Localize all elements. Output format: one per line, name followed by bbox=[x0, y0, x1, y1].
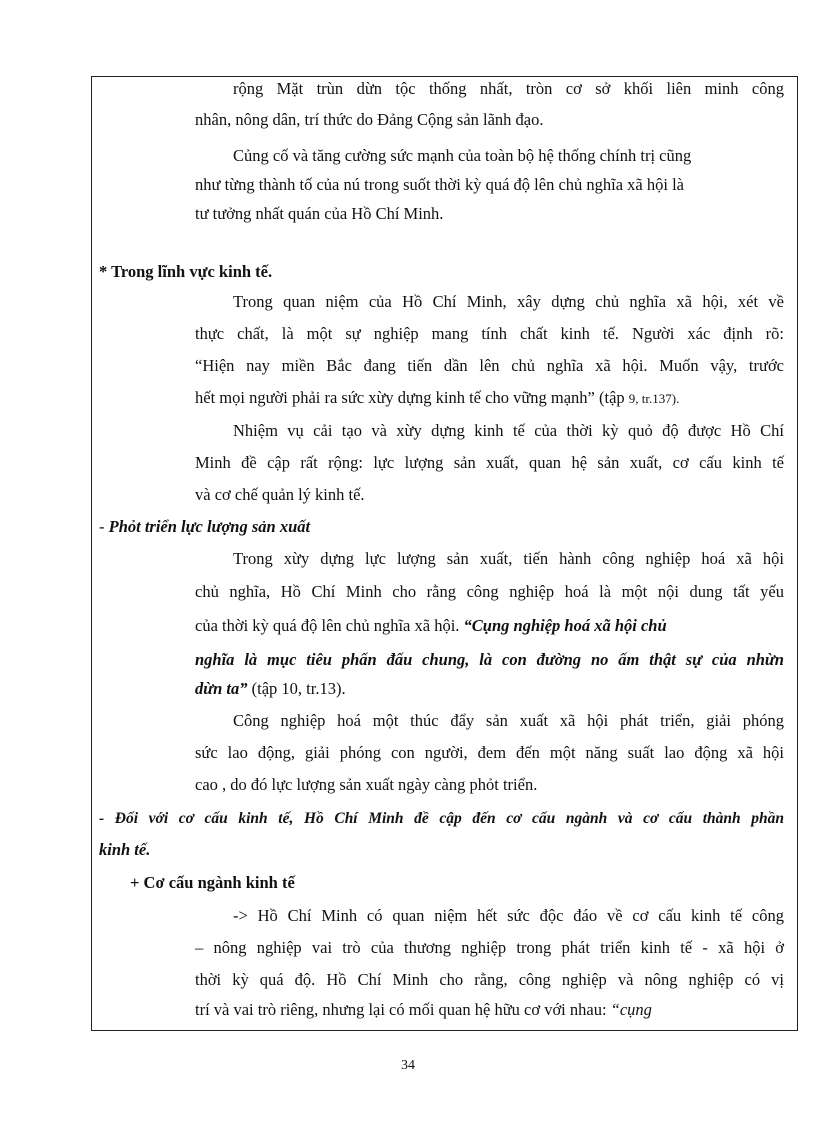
section-heading: * Trong lĩnh vực kinh tế. bbox=[99, 262, 273, 281]
text-line: -> Hồ Chí Minh có quan niệm hết sức độc đáo về cơ cấu kinh tế công bbox=[233, 906, 784, 925]
text-line: nhân, nông dân, trí thức do Đảng Cộng sản lãnh đạo. bbox=[195, 110, 544, 129]
text-line: hết mọi người phải ra sức xừy dựng kinh tế cho vững mạnh” (tập 9, tr.137). bbox=[195, 388, 680, 407]
text-line: trí và vai trò riêng, nhưng lại có mối quan hệ hữu cơ với nhau: “cụng bbox=[195, 1000, 652, 1019]
text-line: Công nghiệp hoá một thúc đẩy sản xuất xã hội phát triển, giải phóng bbox=[233, 711, 784, 730]
quote-line: nghĩa là mục tiêu phấn đấu chung, là con đường no ấm thật sự của nhừn bbox=[195, 650, 784, 669]
text-line: tư tưởng nhất quán của Hồ Chí Minh. bbox=[195, 204, 444, 223]
text-line: Trong xừy dựng lực lượng sản xuất, tiến hành công nghiệp hoá xã hội bbox=[233, 549, 784, 568]
page-number: 34 bbox=[401, 1058, 415, 1073]
subheading: - Đối với cơ cấu kinh tế, Hồ Chí Minh đề cập đến cơ cấu ngành và cơ cấu thành phần bbox=[99, 810, 784, 827]
text-line: sức lao động, giải phóng con người, đem đến một năng suất lao động xã hội bbox=[195, 743, 784, 762]
text-line: Nhiệm vụ cải tạo và xừy dựng kinh tế của thời kỳ quỏ độ được Hồ Chí bbox=[233, 421, 784, 440]
text-line: của thời kỳ quá độ lên chủ nghĩa xã hội. “Cụng nghiệp hoá xã hội chủ bbox=[195, 616, 667, 635]
subheading: - Phỏt triển lực lượng sản xuất bbox=[99, 517, 311, 536]
subheading: kinh tế. bbox=[99, 840, 151, 859]
text-line: và cơ chế quản lý kinh tế. bbox=[195, 485, 365, 504]
text-line: Trong quan niệm của Hồ Chí Minh, xây dựng chủ nghĩa xã hội, xét về bbox=[233, 292, 784, 311]
text-line: Củng cố và tăng cường sức mạnh của toàn bộ hệ thống chính trị cũng bbox=[233, 146, 692, 165]
text-line: thời kỳ quá độ. Hồ Chí Minh cho rằng, công nghiệp và nông nghiệp có vị bbox=[195, 970, 784, 989]
text-line: như từng thành tố của nú trong suốt thời kỳ quá độ lên chủ nghĩa xã hội là bbox=[195, 175, 684, 194]
text-line: – nông nghiệp vai trò của thương nghiệp trong phát triển kinh tế - xã hội ở bbox=[195, 938, 784, 957]
text-line: cao , do đó lực lượng sản xuất ngày càng phỏt triển. bbox=[195, 775, 538, 794]
subheading: + Cơ cấu ngành kinh tế bbox=[130, 873, 295, 892]
text-line: chủ nghĩa, Hồ Chí Minh cho rằng công nghiệp hoá là một nội dung tất yếu bbox=[195, 582, 784, 601]
text-line: “Hiện nay miền Bắc đang tiến dần lên chủ nghĩa xã hội. Muốn vậy, trước bbox=[195, 356, 784, 375]
text-line: Minh đề cập rất rộng: lực lượng sản xuất, quan hệ sản xuất, cơ cấu kinh tế bbox=[195, 453, 784, 472]
text-line: thực chất, là một sự nghiệp mang tính chất kinh tế. Người xác định rõ: bbox=[195, 324, 784, 343]
text-line: dừn ta” (tập 10, tr.13). bbox=[195, 679, 346, 698]
text-line: rộng Mặt trùn dừn tộc thống nhất, tròn cơ sở khối liên minh công bbox=[233, 79, 784, 98]
